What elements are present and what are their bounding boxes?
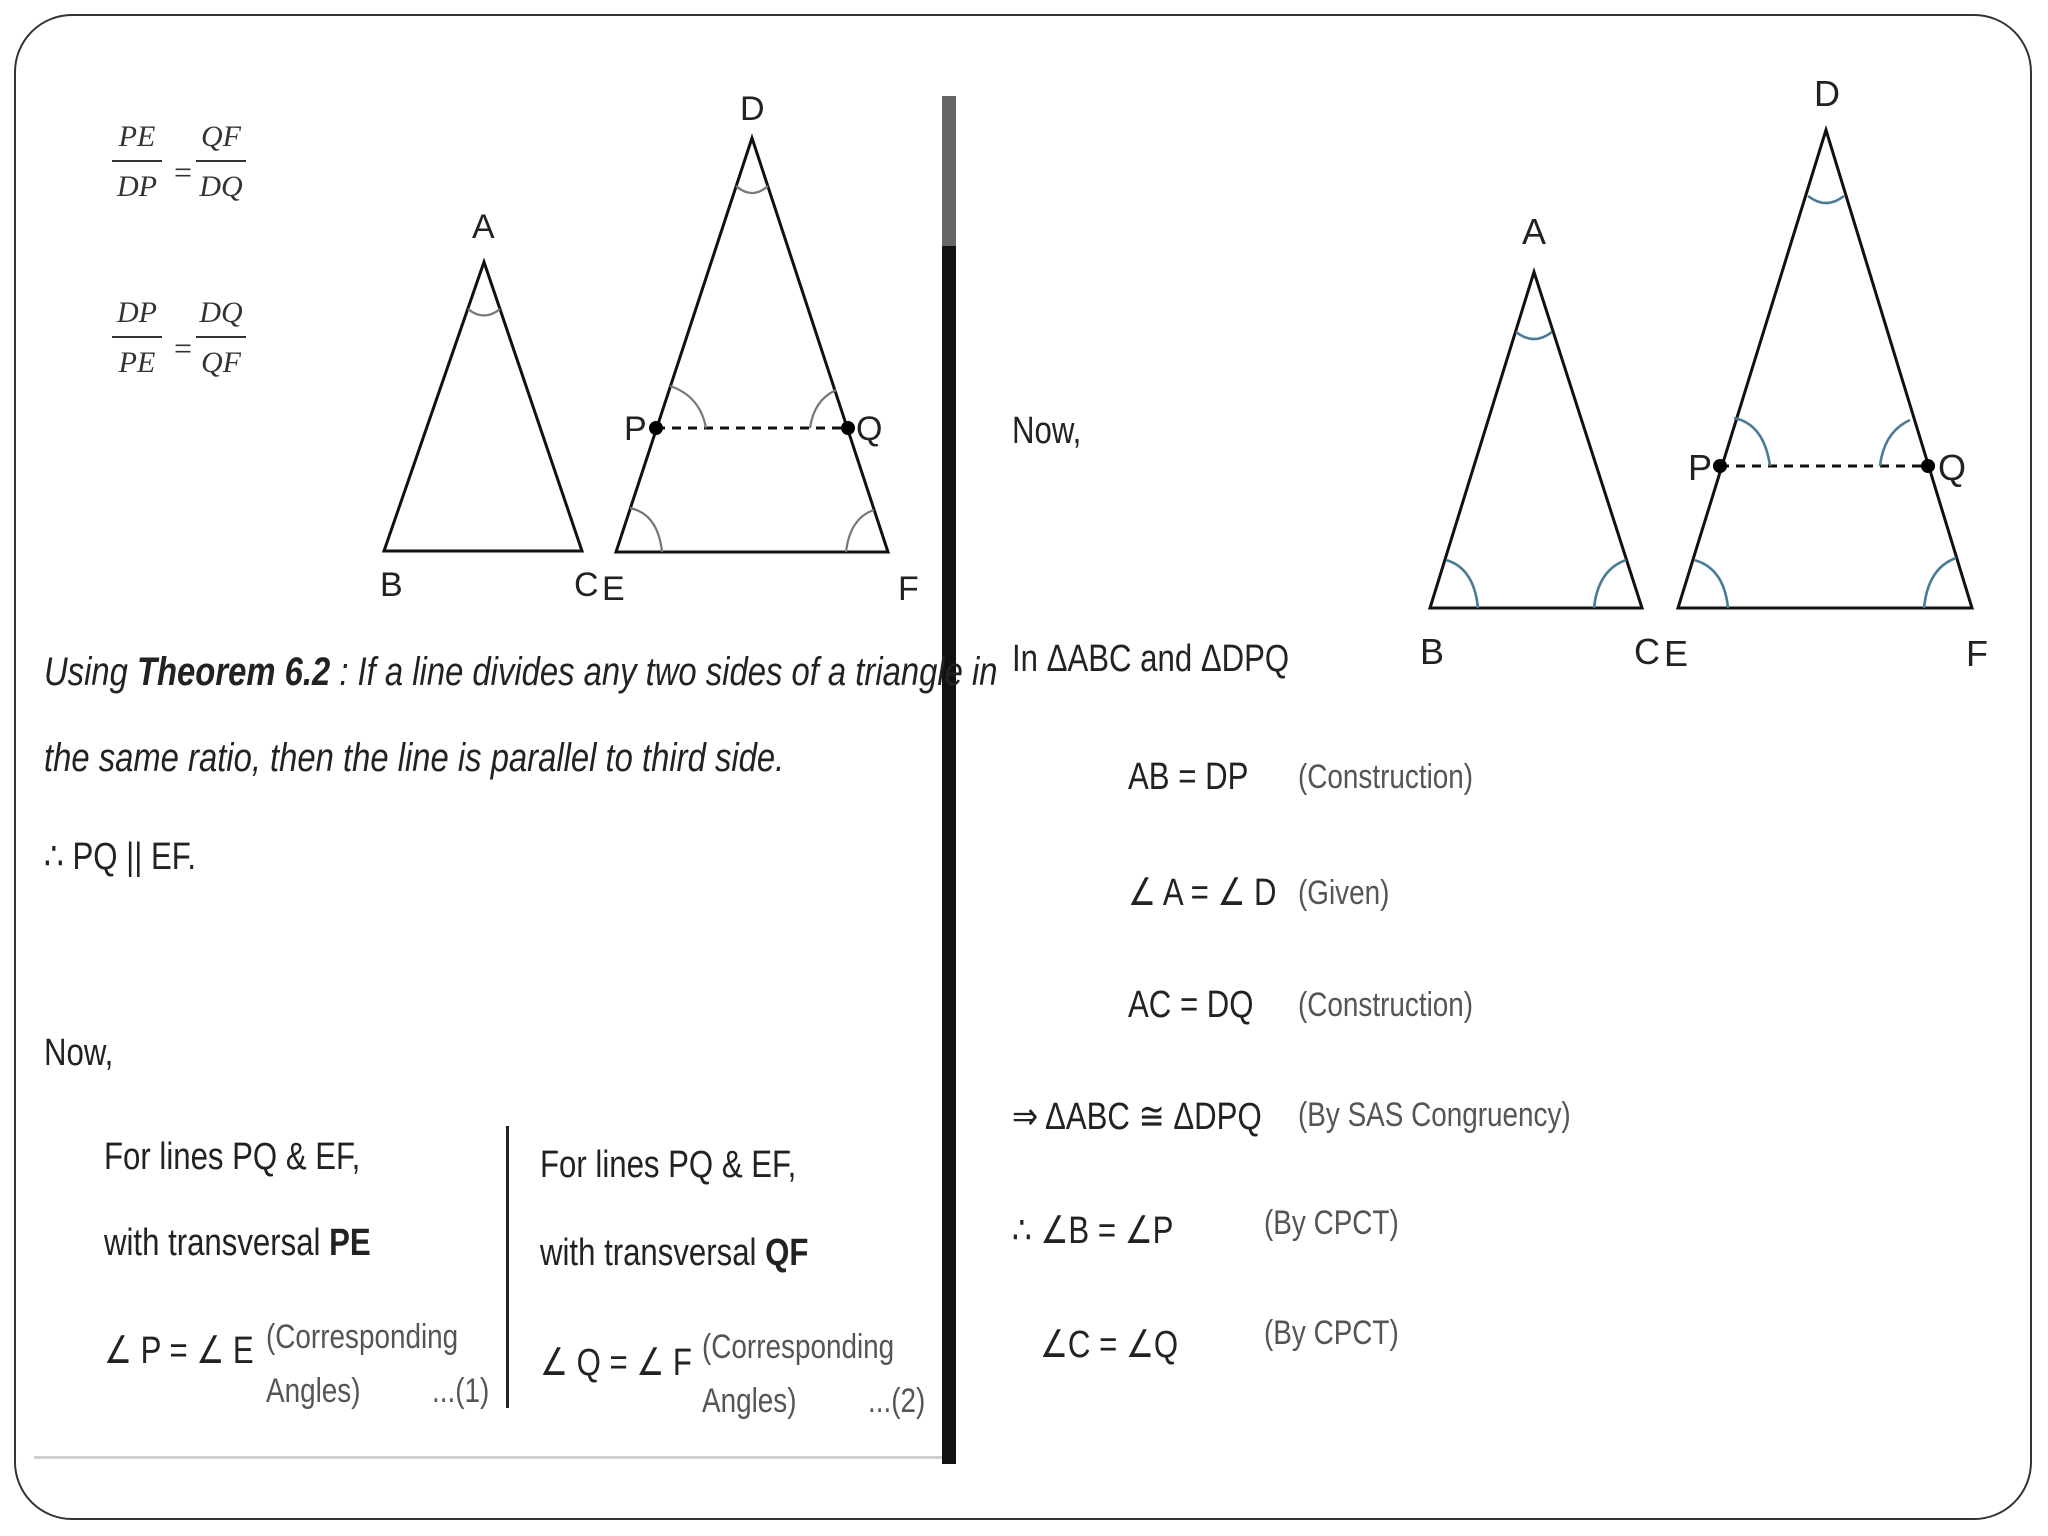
- triangles-figure-left: [360, 90, 940, 620]
- col2-line2: [540, 1234, 808, 1272]
- fraction-bar: [196, 336, 246, 338]
- col1-ref: ...(1): [432, 1372, 490, 1410]
- col2-line2-prefix: with transversal: [540, 1232, 766, 1274]
- col1-line2: [104, 1224, 371, 1262]
- step-reason: (By SAS Congruency): [1298, 1096, 1571, 1134]
- fraction-numerator: QF: [201, 120, 241, 153]
- label-p: P: [1688, 447, 1713, 488]
- fraction-numerator: DP: [117, 296, 157, 329]
- column-divider: [506, 1126, 509, 1408]
- angle-arc-p: [1734, 418, 1770, 466]
- now-label-right: Now,: [1012, 410, 1082, 452]
- fraction-denominator: PE: [118, 346, 156, 379]
- label-q: Q: [856, 410, 883, 448]
- label-d: D: [740, 90, 765, 128]
- angle-arc-f: [1924, 558, 1956, 608]
- theorem-line-1: [44, 652, 998, 692]
- now-label-left: Now,: [44, 1032, 114, 1074]
- bottom-rule: [34, 1456, 942, 1459]
- label-c: C: [574, 566, 599, 604]
- col1-line1: For lines PQ & EF,: [104, 1136, 361, 1178]
- col1-line2-prefix: with transversal: [104, 1222, 330, 1264]
- step-statement: ∴ ∠B = ∠P: [1012, 1210, 1174, 1252]
- col2-reason-line1: (Corresponding: [702, 1328, 895, 1366]
- label-q: Q: [1938, 447, 1967, 488]
- col2-angle-eq: ∠ Q = ∠ F: [540, 1342, 692, 1384]
- step-statement: ∠ A = ∠ D: [1128, 872, 1277, 914]
- scrollbar-thumb[interactable]: [942, 96, 956, 246]
- triangles-figure-right: [1410, 60, 2010, 700]
- step-reason: (Given): [1298, 874, 1390, 912]
- equals-sign: =: [174, 154, 193, 190]
- point-q: [841, 421, 855, 435]
- angle-arc-d: [736, 186, 768, 193]
- triangle-abc: [1430, 272, 1642, 608]
- label-b: B: [380, 566, 403, 604]
- step-statement: ⇒ ΔABC ≅ ΔDPQ: [1012, 1096, 1262, 1138]
- step-reason: (By CPCT): [1264, 1204, 1399, 1242]
- angle-arc-c: [1594, 560, 1626, 608]
- theorem-text: : If a line divides any two sides of a triangle in: [330, 650, 998, 694]
- step-reason: (Construction): [1298, 986, 1474, 1024]
- label-p: P: [624, 410, 647, 448]
- theorem-name: Theorem 6.2: [136, 650, 331, 694]
- label-a: A: [1522, 211, 1547, 252]
- angle-arc-a: [1516, 332, 1552, 339]
- col2-reason-line2: Angles): [702, 1382, 797, 1420]
- triangle-abc: [384, 262, 582, 551]
- angle-arc-q: [810, 390, 836, 428]
- label-e: E: [1664, 633, 1689, 674]
- fraction-numerator: DQ: [199, 296, 243, 329]
- fraction-denominator: QF: [201, 346, 241, 379]
- col2-line1: For lines PQ & EF,: [540, 1144, 797, 1186]
- label-e: E: [602, 570, 625, 608]
- point-q: [1921, 459, 1935, 473]
- angle-arc-f: [846, 510, 874, 552]
- angle-arc-e: [1694, 560, 1728, 608]
- label-a: A: [472, 208, 495, 246]
- label-f: F: [1966, 633, 1988, 674]
- fraction-bar: [112, 336, 162, 338]
- theorem-prefix: Using: [44, 650, 137, 694]
- label-b: B: [1420, 631, 1445, 672]
- fraction-bar: [196, 160, 246, 162]
- label-c: C: [1634, 631, 1660, 672]
- label-d: D: [1814, 73, 1840, 114]
- angle-arc-q: [1880, 420, 1910, 466]
- fraction-qf-dq: [196, 122, 246, 202]
- col1-reason-line2: Angles): [266, 1372, 361, 1410]
- fraction-dp-pe: [112, 298, 162, 378]
- angle-arc-a: [468, 309, 500, 316]
- conclusion-parallel: ∴ PQ || EF.: [44, 836, 197, 878]
- fraction-pe-dp: [112, 122, 162, 202]
- point-p: [649, 421, 663, 435]
- angle-arc-b: [1446, 560, 1478, 608]
- fraction-bar: [112, 160, 162, 162]
- fraction-denominator: DP: [117, 170, 157, 203]
- step-statement: AB = DP: [1128, 756, 1249, 798]
- col2-transversal: QF: [765, 1232, 809, 1274]
- point-p: [1713, 459, 1727, 473]
- angle-arc-d: [1808, 196, 1844, 203]
- fraction-dq-qf: [196, 298, 246, 378]
- panel-divider: [942, 96, 956, 1464]
- fraction-denominator: DQ: [199, 170, 243, 203]
- step-statement: ∠C = ∠Q: [1040, 1324, 1179, 1366]
- fraction-numerator: PE: [118, 120, 156, 153]
- intro-statement: In ΔABC and ΔDPQ: [1012, 638, 1290, 680]
- label-f: F: [898, 570, 919, 608]
- theorem-line-2: the same ratio, then the line is parallel to third side.: [44, 736, 785, 780]
- equals-sign: =: [174, 330, 193, 366]
- triangle-def: [616, 138, 888, 552]
- col2-ref: ...(2): [868, 1382, 926, 1420]
- step-statement: AC = DQ: [1128, 984, 1254, 1026]
- col1-reason-line1: (Corresponding: [266, 1318, 459, 1356]
- step-reason: (Construction): [1298, 758, 1474, 796]
- col1-angle-eq: ∠ P = ∠ E: [104, 1330, 254, 1372]
- col1-transversal: PE: [329, 1222, 371, 1264]
- angle-arc-e: [630, 508, 662, 552]
- step-reason: (By CPCT): [1264, 1314, 1399, 1352]
- angle-arc-p: [670, 386, 706, 428]
